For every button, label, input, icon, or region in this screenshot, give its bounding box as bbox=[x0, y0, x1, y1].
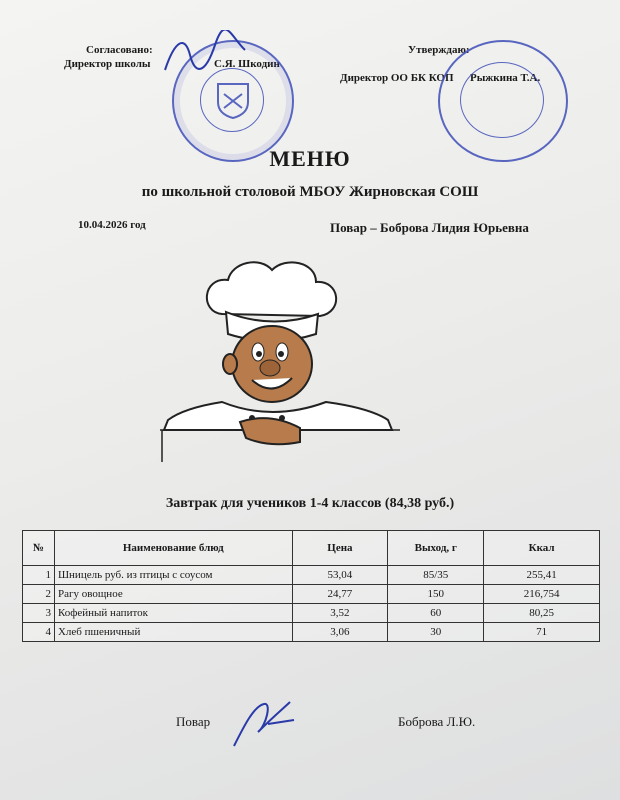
breakfast-heading: Завтрак для учеников 1-4 классов (84,38 руб.) bbox=[165, 496, 455, 511]
footer-cook-label: Повар bbox=[176, 714, 211, 729]
approval-left-name: С.Я. Шкодин bbox=[214, 58, 280, 70]
dish-kcal: 255,41 bbox=[484, 566, 600, 585]
dish-name: Хлеб пшеничный bbox=[54, 623, 292, 642]
organization-stamp-seal bbox=[438, 40, 568, 162]
dish-yield: 150 bbox=[388, 585, 484, 604]
coat-of-arms-icon bbox=[214, 80, 252, 120]
row-number: 4 bbox=[23, 623, 55, 642]
dish-price: 53,04 bbox=[292, 566, 388, 585]
approval-left-position: Директор школы bbox=[64, 58, 151, 70]
dish-kcal: 216,754 bbox=[484, 585, 600, 604]
menu-table bbox=[22, 530, 600, 642]
footer-cook-name: Боброва Л.Ю. bbox=[398, 714, 476, 729]
page-title: МЕНЮ bbox=[269, 146, 351, 171]
cook-signature bbox=[228, 696, 298, 752]
chef-illustration bbox=[160, 252, 400, 462]
table-row bbox=[23, 604, 600, 623]
menu-table-header bbox=[23, 531, 600, 566]
table-row bbox=[23, 585, 600, 604]
dish-yield: 85/35 bbox=[388, 566, 484, 585]
dish-name: Рагу овощное bbox=[54, 585, 292, 604]
dish-name: Кофейный напиток bbox=[54, 604, 292, 623]
row-number: 3 bbox=[23, 604, 55, 623]
column-header-price: Цена bbox=[292, 531, 388, 566]
dish-yield: 60 bbox=[388, 604, 484, 623]
page-subtitle: по школьной столовой МБОУ Жирновская СОШ bbox=[141, 184, 479, 200]
director-signature bbox=[160, 30, 250, 80]
dish-kcal: 71 bbox=[484, 623, 600, 642]
row-number: 1 bbox=[23, 566, 55, 585]
approval-right-name: Рыжкина Т.А. bbox=[470, 72, 541, 84]
table-row bbox=[23, 566, 600, 585]
dish-price: 24,77 bbox=[292, 585, 388, 604]
dish-price: 3,06 bbox=[292, 623, 388, 642]
table-row bbox=[23, 623, 600, 642]
column-header-dish: Наименование блюд bbox=[54, 531, 292, 566]
dish-kcal: 80,25 bbox=[484, 604, 600, 623]
approval-right-label: Утверждаю: bbox=[408, 44, 470, 56]
column-header-yield: Выход, г bbox=[388, 531, 484, 566]
menu-date: 10.04.2026 год bbox=[78, 219, 146, 231]
approval-right-position: Директор ОО БК КОП bbox=[340, 72, 454, 84]
approval-left-label: Согласовано: bbox=[86, 44, 153, 56]
dish-yield: 30 bbox=[388, 623, 484, 642]
dish-price: 3,52 bbox=[292, 604, 388, 623]
column-header-number: № bbox=[23, 531, 55, 566]
column-header-kcal: Ккал bbox=[484, 531, 600, 566]
cook-name: Повар – Боброва Лидия Юрьевна bbox=[330, 220, 529, 235]
dish-name: Шницель руб. из птицы с соусом bbox=[54, 566, 292, 585]
row-number: 2 bbox=[23, 585, 55, 604]
